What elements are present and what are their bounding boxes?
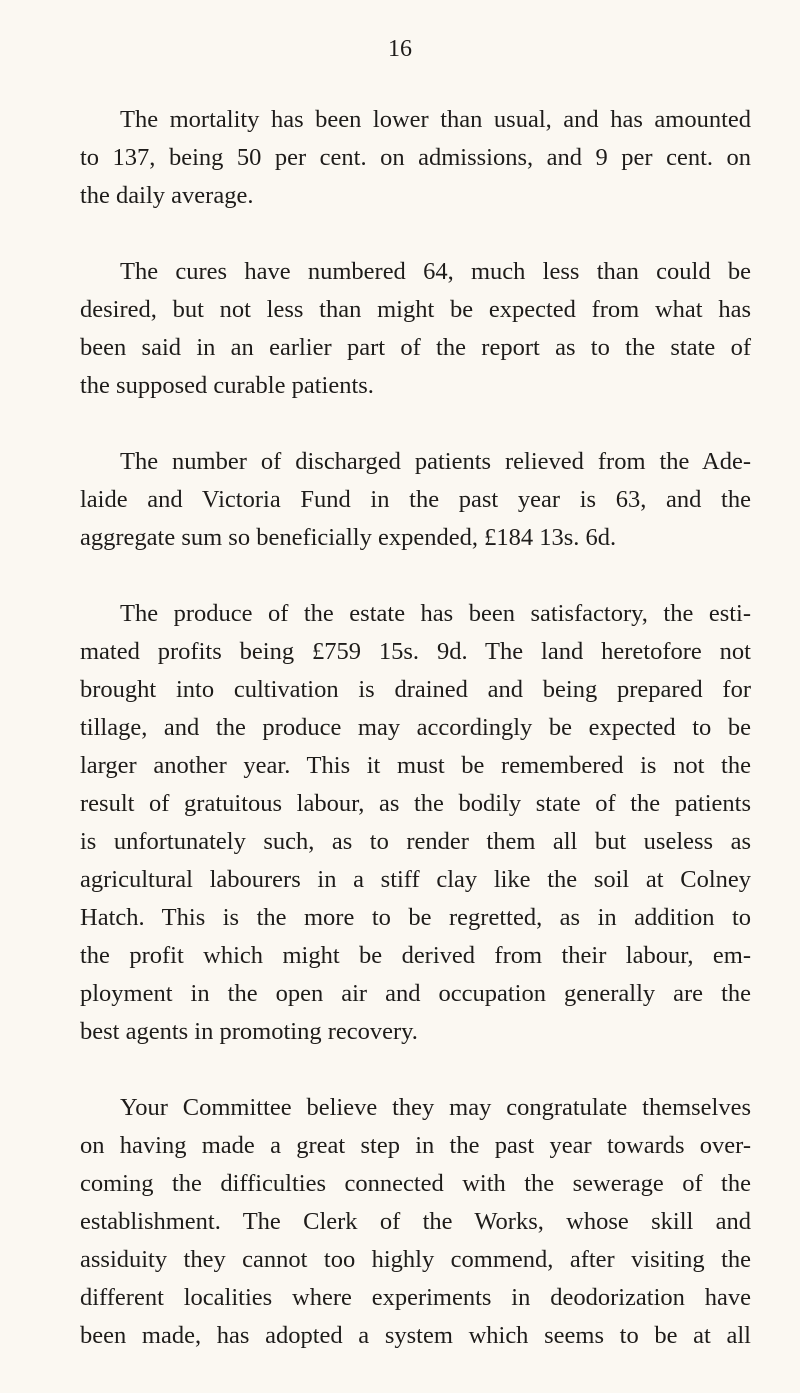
text-line: the supposed curable patients. — [80, 372, 374, 399]
text-line: brought into cultivation is drained and being prepared for — [80, 676, 751, 703]
text-line: mated profits being £759 15s. 9d. The land heretofore not — [80, 638, 751, 665]
text-line: Your Committee believe they may congratulate themselves — [120, 1094, 751, 1121]
text-line: The cures have numbered 64, much less than could be — [120, 258, 751, 285]
text-line: the profit which might be derived from their labour, em- — [80, 942, 751, 969]
text-line: best agents in promoting recovery. — [80, 1018, 418, 1045]
paragraph — [80, 253, 751, 405]
text-line: the daily average. — [80, 182, 254, 209]
text-line: laide and Victoria Fund in the past year is 63, and the — [80, 486, 751, 513]
text-line: result of gratuitous labour, as the bodily state of the patients — [80, 790, 751, 817]
text-line: different localities where experiments in deodorization have — [80, 1284, 751, 1311]
text-line: been made, has adopted a system which seems to be at all — [80, 1322, 751, 1349]
text-line: ployment in the open air and occupation generally are the — [80, 980, 751, 1007]
body-text — [80, 101, 751, 1393]
text-line: Hatch. This is the more to be regretted, as in addition to — [80, 904, 751, 931]
paragraph — [80, 1089, 751, 1355]
text-line: The mortality has been lower than usual, and has amounted — [120, 106, 751, 133]
text-line: establishment. The Clerk of the Works, whose skill and — [80, 1208, 751, 1235]
text-line: assiduity they cannot too highly commend, after visiting the — [80, 1246, 751, 1273]
page-number: 16 — [388, 36, 412, 62]
text-line: The produce of the estate has been satisfactory, the esti- — [120, 600, 751, 627]
text-line: been said in an earlier part of the report as to the state of — [80, 334, 751, 361]
paragraph — [80, 595, 751, 1051]
text-line: larger another year. This it must be remembered is not the — [80, 752, 751, 779]
text-line: The number of discharged patients relieved from the Ade- — [120, 448, 751, 475]
text-line: is unfortunately such, as to render them all but useless as — [80, 828, 751, 855]
text-line: on having made a great step in the past year towards over- — [80, 1132, 751, 1159]
text-line: to 137, being 50 per cent. on admissions, and 9 per cent. on — [80, 144, 751, 171]
text-line: aggregate sum so beneficially expended, £184 13s. 6d. — [80, 524, 617, 551]
paragraph — [80, 443, 751, 557]
text-line: coming the difficulties connected with the sewerage of the — [80, 1170, 751, 1197]
text-line: tillage, and the produce may accordingly be expected to be — [80, 714, 751, 741]
text-line: desired, but not less than might be expected from what has — [80, 296, 751, 323]
paragraph — [80, 101, 751, 215]
text-line: agricultural labourers in a stiff clay like the soil at Colney — [80, 866, 751, 893]
